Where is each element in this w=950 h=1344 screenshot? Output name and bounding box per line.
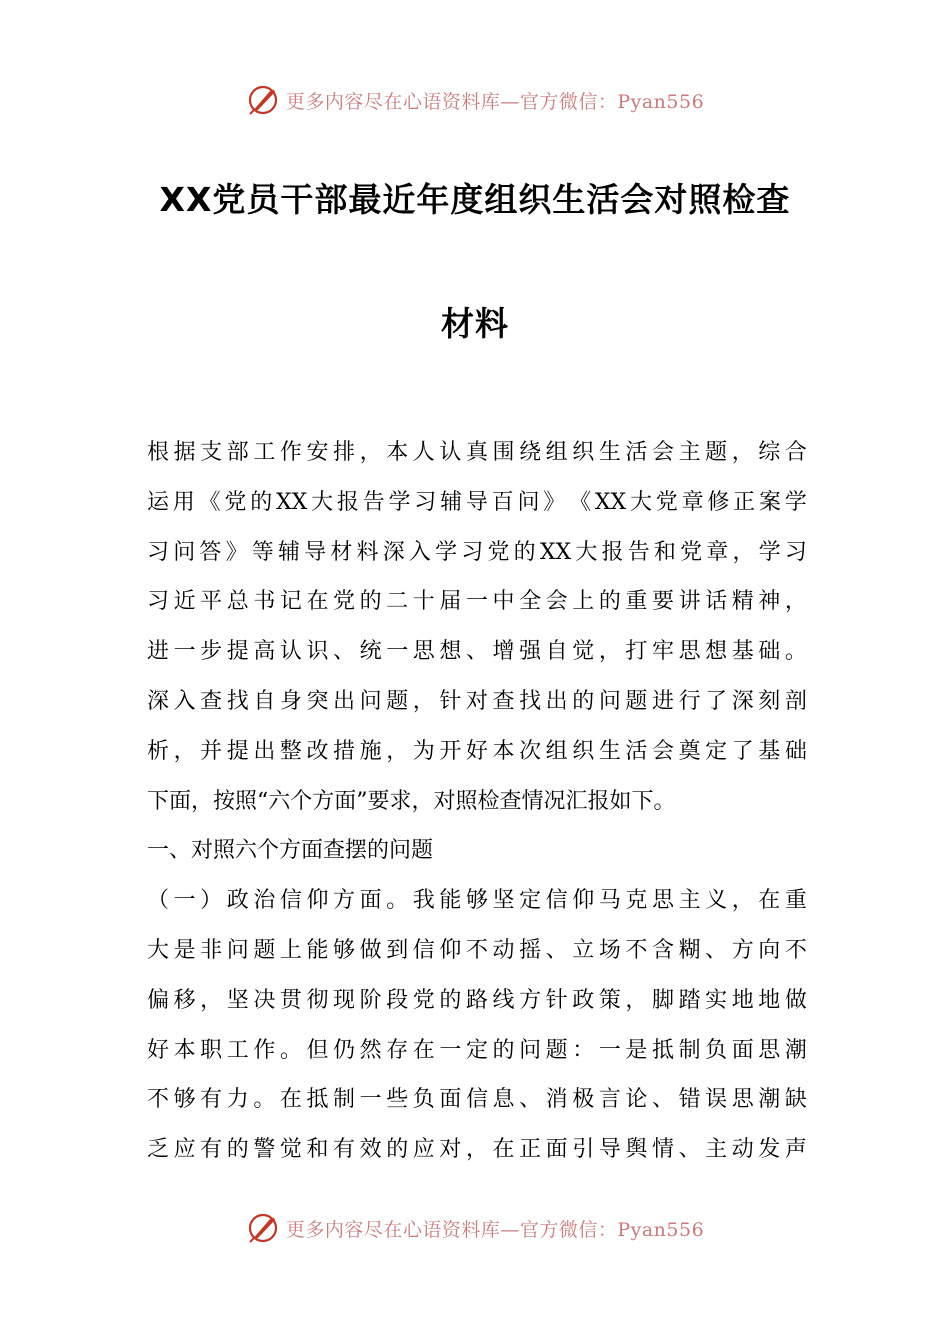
body-line: 深 入 查 找 自 身 突 出 问 题 ， 针 对 查 找 出 的 问 题 进 行 了 深 刻 剖	[147, 688, 807, 714]
body-line: 下面，按照“六个方面”要求，对照检查情况汇报如下。	[147, 788, 676, 814]
body-line: 进 一 步 提 高 认 识 、 统 一 思 想 、 增 强 自 觉 ， 打 牢 思 想 基 础 。	[147, 639, 807, 665]
body-line: 乏 应 有 的 警 觉 和 有 效 的 应 对 ， 在 正 面 引 导 舆 情 、 主 动 发 声	[147, 1137, 807, 1163]
body-line: （ 一 ） 政 治 信 仰 方 面 。 我 能 够 坚 定 信 仰 马 克 思 主 义 ， 在 重	[147, 888, 807, 914]
header-watermark-banner	[0, 80, 950, 120]
body-line: 习 近 平 总 书 记 在 党 的 二 十 届 一 中 全 会 上 的 重 要 讲 话 精 神 ，	[147, 589, 807, 615]
document-body	[147, 428, 807, 1175]
body-line: 不 够 有 力 。 在 抵 制 一 些 负 面 信 息 、 消 极 言 论 、 错 误 思 潮 缺	[147, 1087, 807, 1113]
body-line: 运 用 《 党 的 XX 大 报 告 学 习 辅 导 百 问 》 《 XX 大 党 章 修 正 案 学	[147, 489, 807, 515]
body-line: 偏 移 ， 坚 决 贯 彻 现 阶 段 党 的 路 线 方 针 政 策 ， 脚 踏 实 地 地 做	[147, 987, 807, 1013]
document-title-line-2: 材料	[441, 304, 509, 343]
document-title-line-1: XX党员干部最近年度组织生活会对照检查	[159, 180, 791, 219]
footer-watermark-banner	[0, 1208, 950, 1248]
body-line: 习 问 答 》 等 辅 导 材 料 深 入 学 习 党 的 XX 大 报 告 和 党 章 ， 学 习	[147, 539, 807, 565]
watermark-text: 更多内容尽在心语资料库—官方微信：Pyan556	[285, 90, 705, 113]
body-line: 根 据 支 部 工 作 安 排 ， 本 人 认 真 围 绕 组 织 生 活 会 主 题 ， 综 合	[147, 440, 807, 465]
quill-pen-icon	[246, 83, 280, 117]
quill-pen-icon	[246, 1211, 280, 1245]
watermark-text: 更多内容尽在心语资料库—官方微信：Pyan556	[285, 1218, 705, 1241]
body-line: 析 ， 并 提 出 整 改 措 施 ， 为 开 好 本 次 组 织 生 活 会 奠 定 了 基 础	[147, 738, 807, 764]
body-line: 大 是 非 问 题 上 能 够 做 到 信 仰 不 动 摇 、 立 场 不 含 糊 、 方 向 不	[147, 937, 807, 963]
section-heading: 一、对照六个方面查摆的问题	[147, 838, 434, 864]
body-line: 好 本 职 工 作 。 但 仍 然 存 在 一 定 的 问 题 ： 一 是 抵 制 负 面 思 潮	[147, 1037, 807, 1063]
